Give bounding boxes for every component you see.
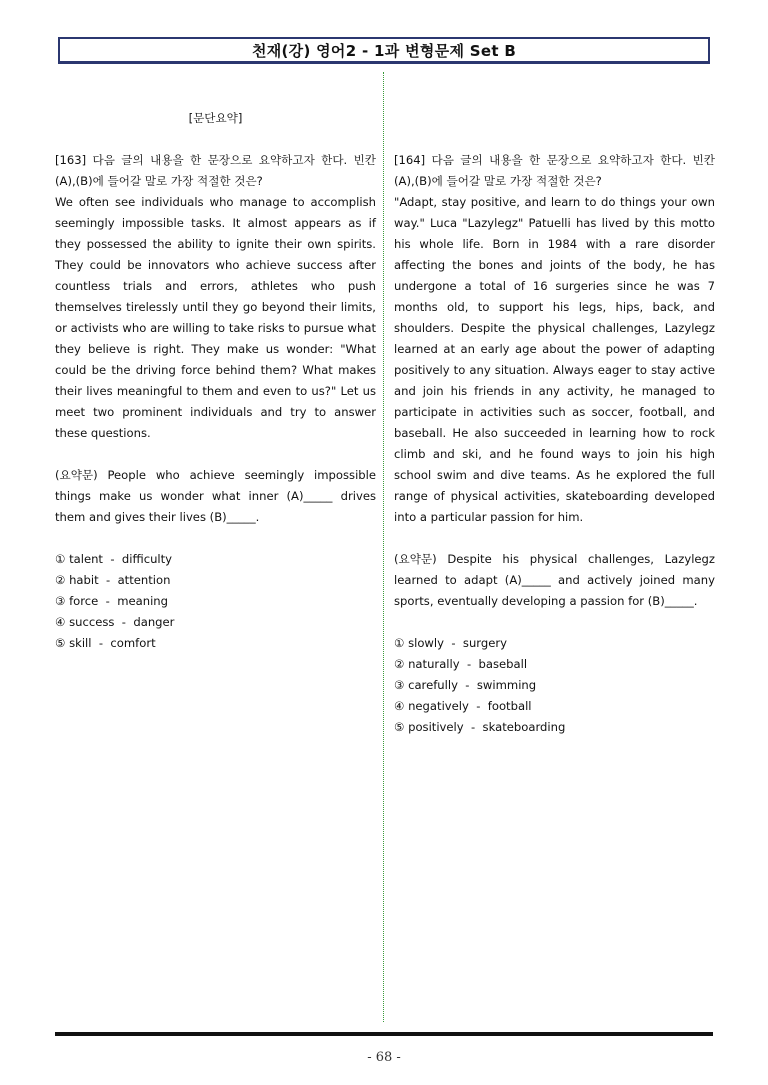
question-164-summary: (요약문) Despite his physical challenges, Lazylegz learned to adapt (A)_____ and actively joined many sports, eventually developing a passion for (B)_____. [394, 552, 715, 608]
choice-5: ⑤ skill - comfort [55, 636, 156, 650]
question-163-choices [55, 549, 376, 654]
question-163-stem: [163] 다음 글의 내용을 한 문장으로 요약하고자 한다. 빈칸 (A),(B)에 들어갈 말로 가장 적절한 것은? [55, 153, 376, 188]
question-164-choices [394, 633, 715, 738]
choice-4: ④ success - danger [55, 615, 175, 629]
page-number: - 68 - [367, 1050, 401, 1065]
choice-2: ② naturally - baseball [394, 657, 528, 671]
question-164-passage: "Adapt, stay positive, and learn to do things your own way." Luca "Lazylegz" Patuelli has lived by this motto his whole life. Born in 1984 with a rare disorder affecting the bones and joints of the body, he has undergone a total of 16 surgeries since he was 7 months old, to support his legs, hips, back, and shoulders. Despite the physical challenges, Lazylegz learned at an early age about the power of adapting positively to any situation. Always eager to stay active and join his friends in any activity, he managed to participate in activities such as soccer, football, and baseball. He also succeeded in learning how to rock climb and ski, and he found ways to join his high school swim and dive teams. As he explored the full range of physical activities, skateboarding developed into a particular passion for him. [394, 195, 715, 524]
question-164-stem: [164] 다음 글의 내용을 한 문장으로 요약하고자 한다. 빈칸 (A),(B)에 들어갈 말로 가장 적절한 것은? [394, 153, 715, 188]
choice-3: ③ carefully - swimming [394, 678, 537, 692]
page-header [58, 37, 710, 64]
choice-2: ② habit - attention [55, 573, 171, 587]
choice-4: ④ negatively - football [394, 699, 532, 713]
choice-1: ① talent - difficulty [55, 552, 173, 566]
choice-1: ① slowly - surgery [394, 636, 507, 650]
question-163-summary: (요약문) People who achieve seemingly impossible things make us wonder what inner (A)_____ drives them and gives their lives (B)_____. [55, 468, 376, 524]
right-column [394, 150, 715, 738]
choice-3: ③ force - meaning [55, 594, 169, 608]
question-163-passage: We often see individuals who manage to accomplish seemingly impossible tasks. It almost appears as if they possessed the ability to ignite their own spirits. They could be innovators who achieve success after countless trials and errors, athletes who push themselves tirelessly until they go beyond their limits, or activists who are willing to take risks to pursue what they believe is right. They make us wonder: "What could be the driving force behind them? What makes their lives meaningful to them and even to us?" Let us meet two prominent individuals and try to answer these questions. [55, 195, 376, 440]
page-title: 천재(강) 영어2 - 1과 변형문제 Set B [251, 41, 517, 60]
column-divider [383, 72, 384, 1022]
choice-5: ⑤ positively - skateboarding [394, 720, 566, 734]
section-title: [문단요약] [188, 111, 243, 125]
left-column [55, 108, 376, 654]
footer-rule [55, 1032, 713, 1036]
